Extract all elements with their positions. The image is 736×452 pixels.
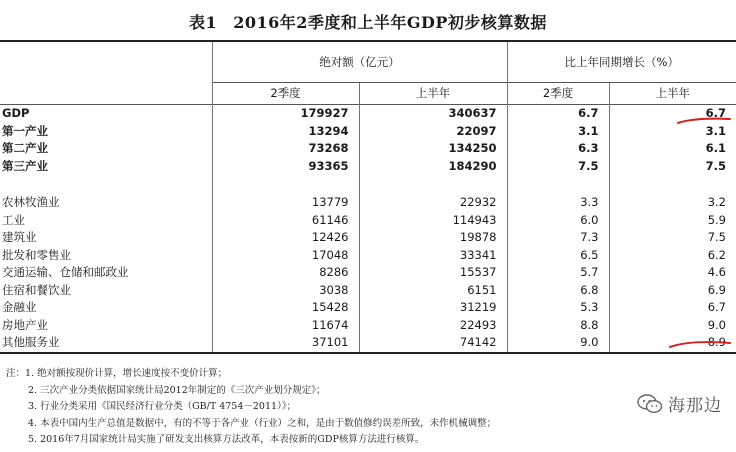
spacer-cell [609, 175, 736, 194]
header-abs-h1: 上半年 [359, 83, 507, 105]
table-row [0, 123, 736, 141]
note-2: 2. 三次产业分类依据国家统计局2012年制定的《三次产业划分规定》； [28, 384, 326, 396]
table-title-text: 2016年2季度和上半年GDP初步核算数据 [233, 13, 547, 32]
header-absolute: 绝对额（亿元） [212, 41, 507, 83]
header-corner [0, 41, 212, 83]
table-row [0, 317, 736, 335]
table-row [0, 334, 736, 353]
cell-abs-q2: 61146 [212, 212, 359, 230]
cell-growth-h1: 9.0 [609, 317, 736, 335]
cell-abs-q2: 179927 [212, 105, 359, 123]
table-row [0, 247, 736, 265]
row-label: 交通运输、仓储和邮政业 [2, 265, 129, 280]
cell-growth-h1: 5.9 [609, 212, 736, 230]
cell-growth-q2: 6.0 [507, 212, 609, 230]
cell-growth-q2: 6.8 [507, 282, 609, 300]
row-label: 工业 [2, 212, 25, 227]
cell-abs-q2: 37101 [212, 334, 359, 353]
row-label: 批发和零售业 [2, 247, 71, 262]
cell-abs-h1: 31219 [359, 299, 507, 317]
row-label: GDP [0, 105, 212, 123]
row-label: 第一产业 [2, 123, 48, 138]
cell-abs-h1: 184290 [359, 158, 507, 176]
cell-growth-h1: 6.1 [609, 140, 736, 158]
spacer-cell [0, 175, 212, 194]
table-row [0, 105, 736, 123]
row-label: 房地产业 [2, 317, 48, 332]
cell-abs-h1: 19878 [359, 229, 507, 247]
cell-growth-q2: 6.7 [507, 105, 609, 123]
row-label: 农林牧渔业 [2, 195, 60, 210]
header-growth: 比上年同期增长（%） [507, 41, 736, 83]
cell-growth-h1: 7.5 [609, 158, 736, 176]
cell-abs-h1: 22493 [359, 317, 507, 335]
gdp-table [0, 40, 736, 354]
cell-abs-h1: 22932 [359, 194, 507, 212]
spacer-cell [359, 175, 507, 194]
cell-abs-q2: 73268 [212, 140, 359, 158]
row-label: 住宿和餐饮业 [2, 282, 71, 297]
cell-growth-h1: 8.9 [609, 334, 736, 353]
table-title [0, 10, 736, 33]
cell-abs-q2: 12426 [212, 229, 359, 247]
cell-growth-h1: 7.5 [609, 229, 736, 247]
cell-growth-h1: 6.7 [609, 105, 736, 123]
spacer-cell [507, 175, 609, 194]
cell-abs-q2: 3038 [212, 282, 359, 300]
row-label: 金融业 [2, 300, 37, 315]
note-5: 5. 2016年7月国家统计局实施了研发支出核算方法改革，本表按新的GDP核算方法进行核算。 [28, 434, 425, 445]
cell-growth-q2: 8.8 [507, 317, 609, 335]
cell-abs-h1: 6151 [359, 282, 507, 300]
header-abs-q2: 2季度 [212, 83, 359, 105]
row-label: 其他服务业 [0, 334, 212, 353]
note-4: 4. 本表中国内生产总值是数据中，有的不等于各产业（行业）之和，是由于数值修约误差所致，未作机械调整； [28, 417, 497, 429]
cell-growth-q2: 5.3 [507, 299, 609, 317]
spacer-cell [212, 175, 359, 194]
cell-abs-q2: 11674 [212, 317, 359, 335]
note-1: 注：1. 绝对额按现价计算，增长速度按不变价计算； [6, 368, 228, 379]
cell-abs-q2: 13779 [212, 194, 359, 212]
cell-abs-h1: 340637 [359, 105, 507, 123]
table-row [0, 158, 736, 176]
table-row [0, 140, 736, 158]
cell-abs-h1: 134250 [359, 140, 507, 158]
header-growth-q2: 2季度 [507, 83, 609, 105]
cell-growth-h1: 3.1 [609, 123, 736, 141]
table-row [0, 194, 736, 212]
cell-abs-h1: 15537 [359, 264, 507, 282]
cell-abs-q2: 17048 [212, 247, 359, 265]
header-row-group [0, 41, 736, 83]
cell-growth-h1: 6.2 [609, 247, 736, 265]
cell-growth-q2: 5.7 [507, 264, 609, 282]
cell-growth-h1: 4.6 [609, 264, 736, 282]
cell-growth-q2: 6.3 [507, 140, 609, 158]
row-label: 建筑业 [2, 230, 37, 245]
row-label: 第二产业 [2, 141, 48, 156]
cell-abs-h1: 74142 [359, 334, 507, 353]
cell-growth-q2: 9.0 [507, 334, 609, 353]
cell-abs-q2: 13294 [212, 123, 359, 141]
cell-growth-q2: 7.5 [507, 158, 609, 176]
header-growth-h1: 上半年 [609, 83, 736, 105]
cell-abs-q2: 8286 [212, 264, 359, 282]
cell-growth-q2: 3.3 [507, 194, 609, 212]
table-row [0, 229, 736, 247]
cell-growth-h1: 3.2 [609, 194, 736, 212]
cell-growth-q2: 7.3 [507, 229, 609, 247]
cell-abs-q2: 15428 [212, 299, 359, 317]
cell-abs-h1: 114943 [359, 212, 507, 230]
cell-abs-q2: 93365 [212, 158, 359, 176]
table-row [0, 282, 736, 300]
wechat-icon [637, 394, 663, 414]
header-row-sub [0, 83, 736, 105]
header-corner-sub [0, 83, 212, 105]
table-row [0, 212, 736, 230]
cell-growth-h1: 6.7 [609, 299, 736, 317]
watermark-text: 海那边 [668, 396, 722, 416]
cell-abs-h1: 22097 [359, 123, 507, 141]
row-label: 第三产业 [2, 158, 48, 173]
table-row [0, 299, 736, 317]
note-3: 3. 行业分类采用《国民经济行业分类（GB/T 4754－2011）》； [28, 401, 297, 412]
cell-abs-h1: 33341 [359, 247, 507, 265]
table-number: 表1 [189, 13, 218, 32]
notes [6, 366, 726, 449]
watermark [637, 391, 722, 416]
cell-growth-q2: 6.5 [507, 247, 609, 265]
row-spacer [0, 175, 736, 194]
cell-growth-h1: 6.9 [609, 282, 736, 300]
cell-growth-q2: 3.1 [507, 123, 609, 141]
table-row [0, 264, 736, 282]
